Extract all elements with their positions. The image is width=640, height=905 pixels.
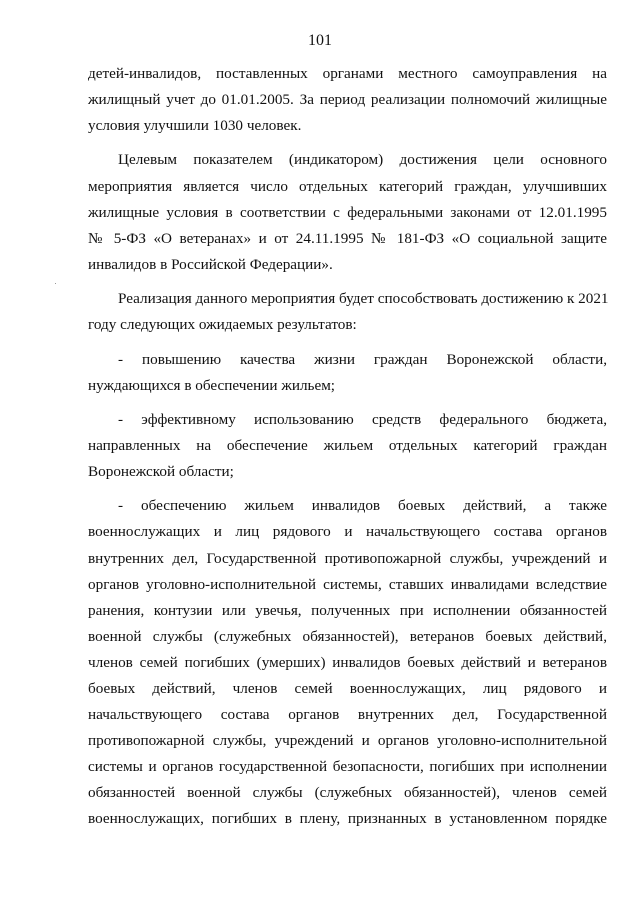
text-line: Целевым показателем (индикатором) достижения цели основного [118, 151, 607, 169]
page-number: 101 [308, 32, 332, 49]
text-line: мероприятия является число отдельных категорий граждан, улучшивших [88, 177, 607, 195]
text-line: системы и органов государственной безопасности, погибших при исполнении [88, 758, 607, 776]
text-line: Воронежской области; [88, 463, 234, 481]
text-line: боевых действий, членов семей военнослужащих, лиц рядового и [88, 680, 607, 697]
text-line: - эффективному использованию средств федерального бюджета, [118, 410, 607, 428]
text-line: направленных на обеспечение жильем отдельных категорий граждан [88, 436, 607, 454]
list-item-2 [88, 407, 607, 485]
text-line: № 5-ФЗ «О ветеранах» и от 24.11.1995 № 181-ФЗ «О социальной защите [88, 229, 607, 247]
text-line: обязанностей военной службы (служебных обязанностей), членов семей [88, 784, 607, 802]
text-line: году следующих ожидаемых результатов: [88, 316, 357, 334]
margin-dot [55, 283, 56, 284]
text-line: нуждающихся в обеспечении жильем; [88, 376, 336, 394]
text-line: жилищный учет до 01.01.2005. За период реализации полномочий жилищные [88, 91, 607, 109]
text-line: военнослужащих, погибших в плену, признанных в установленном порядке [88, 810, 607, 828]
text-line: военной службы (служебных обязанностей), ветеранов боевых действий, [88, 627, 607, 645]
list-item-3 [88, 493, 607, 832]
list-item-1 [88, 347, 607, 399]
text-line: - обеспечению жильем инвалидов боевых действий, а также [118, 497, 607, 515]
text-line: военнослужащих и лиц рядового и начальствующего состава органов [88, 523, 607, 541]
text-line: противопожарной службы, учреждений и органов уголовно-исполнительной [88, 732, 607, 750]
text-line: условия улучшили 1030 человек. [88, 117, 302, 135]
text-line: ранения, контузии или увечья, полученных при исполнении обязанностей [88, 601, 607, 619]
text-line: органов уголовно-исполнительной системы, ставших инвалидами вследствие [88, 575, 607, 593]
text-line: - повышению качества жизни граждан Воронежской области, [118, 350, 607, 368]
document-body [88, 61, 607, 841]
paragraph-1 [88, 61, 607, 139]
text-line: детей-инвалидов, поставленных органами местного самоуправления на [88, 65, 607, 82]
text-line: инвалидов в Российской Федерации». [88, 255, 333, 273]
text-line: жилищные условия в соответствии с федеральными законами от 12.01.1995 [88, 203, 607, 221]
paragraph-2 [88, 147, 607, 277]
paragraph-3 [88, 286, 607, 338]
text-line: начальствующего состава органов внутренних дел, Государственной [88, 706, 607, 724]
text-line: Реализация данного мероприятия будет способствовать достижению к 2021 [118, 290, 609, 308]
text-line: членов семей погибших (умерших) инвалидов боевых действий и ветеранов [88, 653, 607, 671]
text-line: внутренних дел, Государственной противопожарной службы, учреждений и [88, 549, 607, 567]
